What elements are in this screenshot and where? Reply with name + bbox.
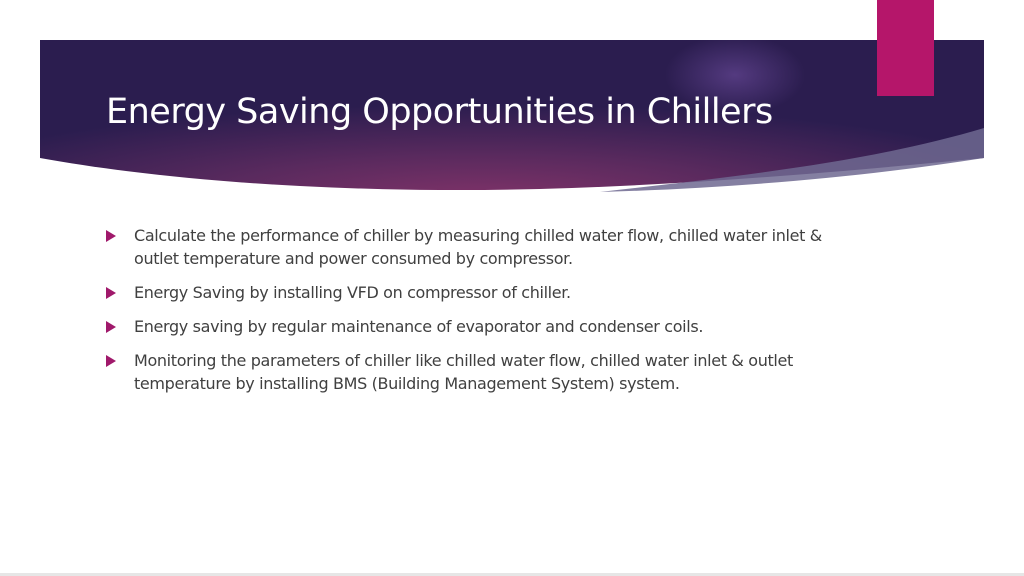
list-item bbox=[104, 281, 844, 304]
bullet-text: Monitoring the parameters of chiller like chilled water flow, chilled water inlet & outlet temperature by installing BMS (Building Management System) system. bbox=[134, 351, 793, 393]
list-item bbox=[104, 349, 844, 395]
list-item bbox=[104, 224, 844, 270]
bullet-text: Calculate the performance of chiller by measuring chilled water flow, chilled water inlet & outlet temperature and power consumed by compressor. bbox=[134, 226, 822, 268]
right-triangle-bullet-icon bbox=[106, 355, 116, 367]
right-triangle-bullet-icon bbox=[106, 321, 116, 333]
slide-title: Energy Saving Opportunities in Chillers bbox=[106, 92, 773, 132]
right-triangle-bullet-icon bbox=[106, 230, 116, 242]
bullet-list bbox=[104, 224, 844, 406]
accent-tab bbox=[877, 0, 934, 96]
bullet-text: Energy Saving by installing VFD on compressor of chiller. bbox=[134, 283, 571, 302]
right-triangle-bullet-icon bbox=[106, 287, 116, 299]
bullet-text: Energy saving by regular maintenance of evaporator and condenser coils. bbox=[134, 317, 704, 336]
list-item bbox=[104, 315, 844, 338]
